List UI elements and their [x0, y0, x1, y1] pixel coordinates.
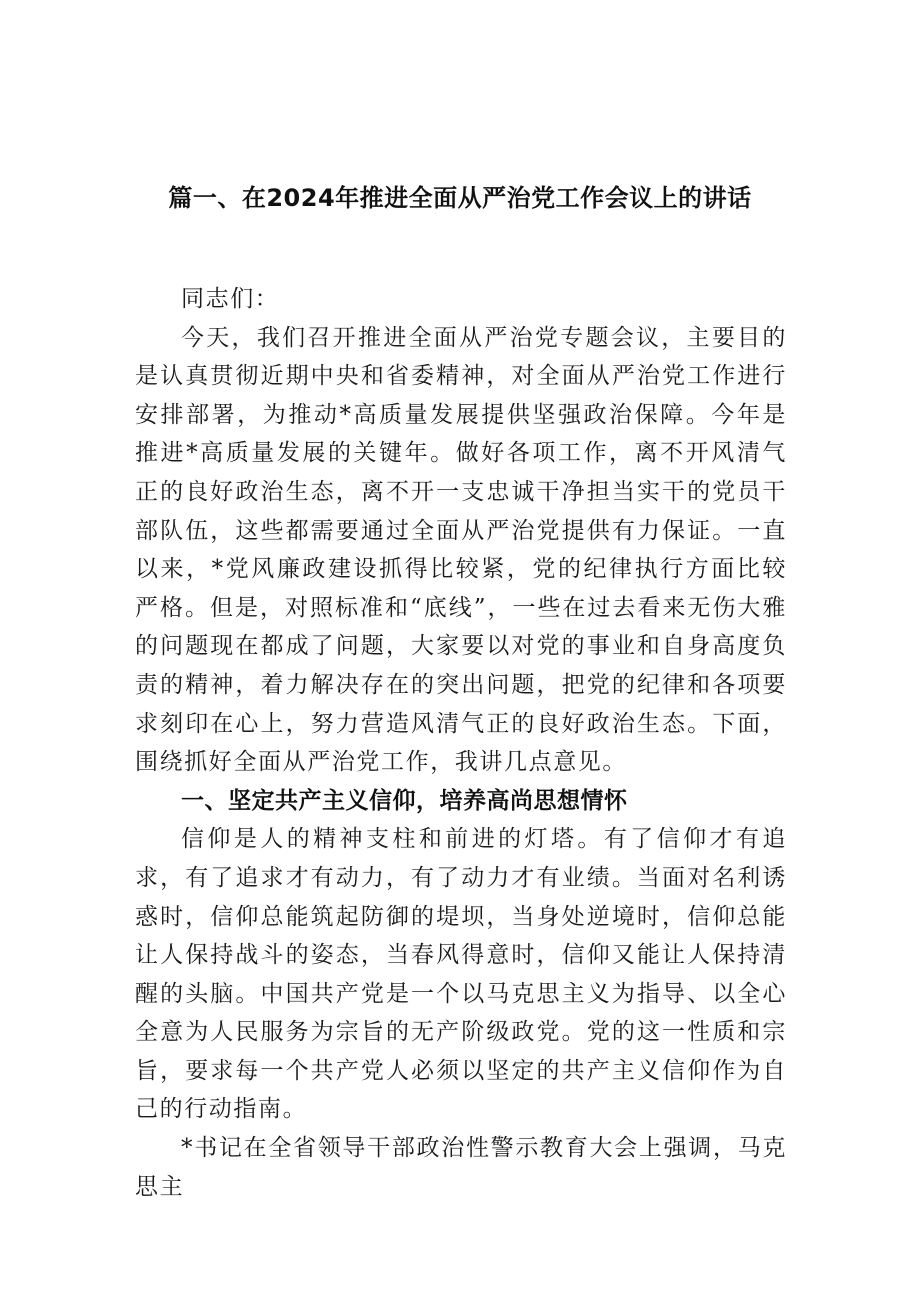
section1-paragraph: *书记在全省领导干部政治性警示教育大会上强调，马克思主	[135, 1135, 787, 1200]
salutation: 同志们：	[181, 286, 280, 312]
document-title: 篇一、在2024年推进全面从严治党工作会议上的讲话	[168, 184, 752, 212]
section1-paragraph: 信仰是人的精神支柱和前进的灯塔。有了信仰才有追求，有了追求才有动力，有了动力才有业绩。当面对名利诱惑时，信仰总能筑起防御的堤坝，当身处逆境时，信仰总能让人保持战斗的姿态，当春风得意时，信仰又能让人保持清醒的头脑。中国共产党是一个以马克思主义为指导、以全心全意为人民服务为宗旨的无产阶级政党。党的这一性质和宗旨，要求每一个共产党人必须以坚定的共产主义信仰作为自己的行动指南。	[135, 826, 787, 1123]
document-body	[135, 280, 787, 1206]
section-heading-1: 一、坚定共产主义信仰，培养高尚思想情怀	[181, 787, 628, 814]
intro-paragraph: 今天，我们召开推进全面从严治党专题会议，主要目的是认真贯彻近期中央和省委精神，对全面从严治党工作进行安排部署，为推动*高质量发展提供坚强政治保障。今年是推进*高质量发展的关键年。做好各项工作，离不开风清气正的良好政治生态，离不开一支忠诚干净担当实干的党员干部队伍，这些都需要通过全面从严治党提供有力保证。一直以来，*党风廉政建设抓得比较紧，党的纪律执行方面比较严格。但是，对照标准和“底线”，一些在过去看来无伤大雅的问题现在都成了问题，大家要以对党的事业和自身高度负责的精神，着力解决存在的突出问题，把党的纪律和各项要求刻印在心上，努力营造风清气正的良好政治生态。下面，围绕抓好全面从严治党工作，我讲几点意见。	[135, 324, 787, 776]
